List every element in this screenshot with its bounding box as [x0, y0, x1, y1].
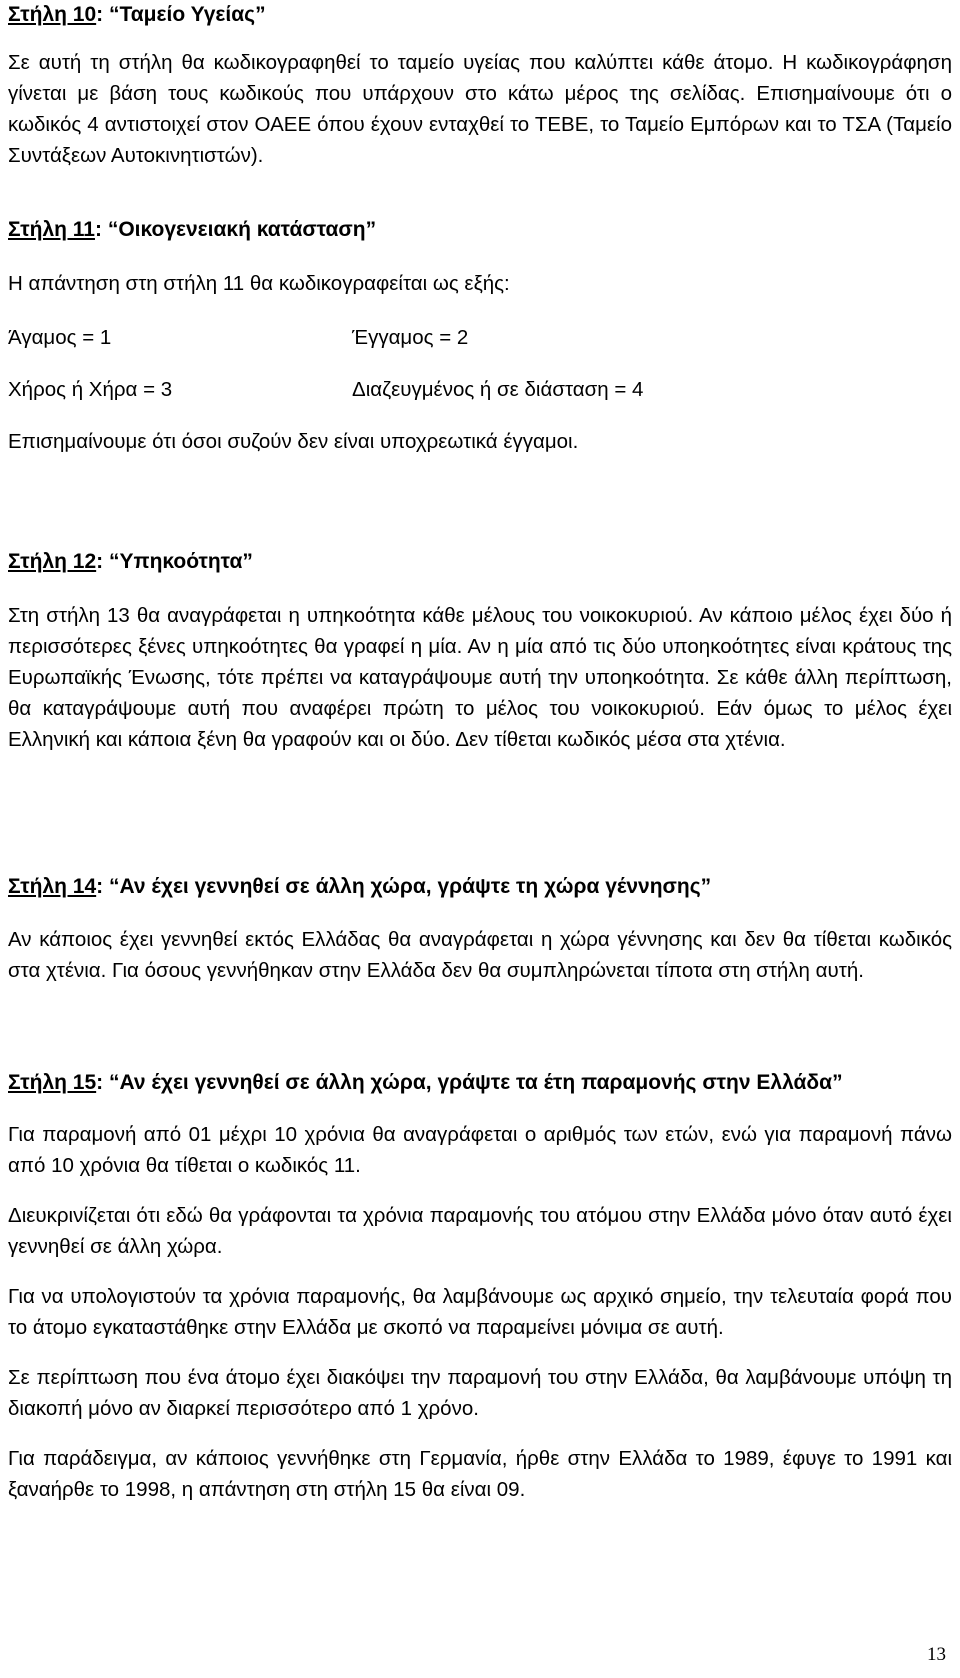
open-quote: “ — [108, 1071, 120, 1094]
column-label: Στήλη 15 — [8, 1071, 97, 1094]
open-quote: “ — [107, 218, 119, 241]
section-column-11 — [8, 215, 952, 457]
close-quote: ” — [242, 550, 253, 573]
section-column-12 — [8, 547, 952, 755]
section-note: Επισημαίνουμε ότι όσοι συζούν δεν είναι υποχρεωτικά έγγαμοι. — [8, 430, 579, 453]
section-heading — [8, 547, 952, 576]
section-title: Αν έχει γεννηθεί σε άλλη χώρα, γράψτε τα έτη παραμονής στην Ελλάδα — [119, 1071, 833, 1094]
section-paragraph: Για παράδειγμα, αν κάποιος γεννήθηκε στη Γερμανία, ήρθε στην Ελλάδα το 1989, έφυγε το 1991 και ξαναήρθε το 1998, η απάντηση στη στήλη 15 θα είναι 09. — [8, 1447, 952, 1501]
code-item: Διαζευγμένος ή σε διάσταση = 4 — [352, 378, 644, 401]
open-quote: “ — [108, 875, 120, 898]
code-item: Άγαμος = 1 — [8, 326, 112, 349]
section-column-15 — [8, 1068, 952, 1505]
section-paragraph: Σε περίπτωση που ένα άτομο έχει διακόψει την παραμονή του στην Ελλάδα, θα λαμβάνουμε υπόψη τη διακοπή μόνο αν διαρκεί περισσότερο από 1 χρόνο. — [8, 1366, 952, 1420]
close-quote: ” — [832, 1071, 843, 1094]
section-column-10 — [8, 0, 952, 171]
column-label: Στήλη 12 — [8, 550, 97, 573]
section-heading — [8, 215, 952, 244]
section-paragraph: Διευκρινίζεται ότι εδώ θα γράφονται τα χρόνια παραμονής του ατόμου στην Ελλάδα μόνο όταν αυτό έχει γεννηθεί σε άλλη χώρα. — [8, 1204, 952, 1258]
heading-separator: : — [96, 1071, 109, 1094]
page-number: 13 — [927, 1644, 946, 1665]
open-quote: “ — [108, 550, 120, 573]
section-intro: Η απάντηση στη στήλη 11 θα κωδικογραφείται ως εξής: — [8, 272, 510, 295]
close-quote: ” — [700, 875, 712, 898]
section-paragraph: Αν κάποιος έχει γεννηθεί εκτός Ελλάδας θα αναγράφεται η χώρα γέννησης και δεν θα τίθεται κωδικός στα χτένια. Για όσους γεννήθηκαν στην Ελλάδα δεν θα συμπληρώνεται τίποτα στη στήλη αυτή. — [8, 928, 952, 982]
section-title: Υπηκοότητα — [119, 550, 243, 573]
column-label: Στήλη 11 — [8, 218, 95, 241]
section-paragraph: Στη στήλη 13 θα αναγράφεται η υπηκοότητα κάθε μέλους του νοικοκυριού. Αν κάποιο μέλος έχει δύο ή περισσότερες ξένες υπηκοότητες θα γραφεί η μία. Αν η μία από τις δύο υποηκοότητες είναι κράτους της Ευρωπαϊκής Ένωσης, τότε πρέπει να καταγράψουμε αυτή την υποηκοότητα. Σε κάθε άλλη περίπτωση, θα καταγράψουμε αυτή που αναφέρει πρώτη το μέλος του νοικοκυριού. Εάν όμως το μέλος έχει Ελληνική και κάποια ξένη θα γραφούν και οι δύο. Δεν τίθεται κωδικός μέσα στα χτένια. — [8, 604, 952, 751]
code-row — [8, 374, 952, 405]
column-label: Στήλη 14 — [8, 875, 97, 898]
code-item: Έγγαμος = 2 — [352, 326, 469, 349]
heading-separator: : — [96, 875, 109, 898]
open-quote: “ — [108, 3, 120, 26]
section-paragraph: Για να υπολογιστούν τα χρόνια παραμονής, θα λαμβάνουμε ως αρχικό σημείο, την τελευταία φορά που το άτομο εγκαταστάθηκε στην Ελλάδα με σκοπό να παραμείνει μόνιμα σε αυτή. — [8, 1285, 952, 1339]
heading-separator: : — [94, 218, 108, 241]
close-quote: ” — [255, 3, 266, 26]
section-paragraph: Για παραμονή από 01 μέχρι 10 χρόνια θα αναγράφεται ο αριθμός των ετών, ενώ για παραμονή πάνω από 10 χρόνια θα τίθεται ο κωδικός 11. — [8, 1123, 952, 1177]
section-heading — [8, 0, 952, 29]
heading-separator: : — [96, 550, 109, 573]
section-column-14 — [8, 872, 952, 986]
section-title: Ταμείο Υγείας — [119, 3, 256, 26]
section-title: Αν έχει γεννηθεί σε άλλη χώρα, γράψτε τη χώρα γέννησης — [119, 875, 701, 898]
section-paragraph: Σε αυτή τη στήλη θα κωδικογραφηθεί το ταμείο υγείας που καλύπτει κάθε άτομο. Η κωδικογράφηση γίνεται με βάση τους κωδικούς που υπάρχουν στο κάτω μέρος της σελίδας. Επισημαίνουμε ότι ο κωδικός 4 αντιστοιχεί στον ΟΑΕΕ όπου έχουν ενταχθεί το ΤΕΒΕ, το Ταμείο Εμπόρων και το ΤΣΑ (Ταμείο Συντάξεων Αυτοκινητιστών). — [8, 51, 952, 167]
code-item: Χήρος ή Χήρα = 3 — [8, 378, 173, 401]
close-quote: ” — [365, 218, 377, 241]
section-heading — [8, 1068, 952, 1097]
column-label: Στήλη 10 — [8, 3, 97, 26]
code-row — [8, 322, 952, 353]
heading-separator: : — [96, 3, 109, 26]
section-title: Οικογενειακή κατάσταση — [118, 218, 366, 241]
section-heading — [8, 872, 952, 901]
